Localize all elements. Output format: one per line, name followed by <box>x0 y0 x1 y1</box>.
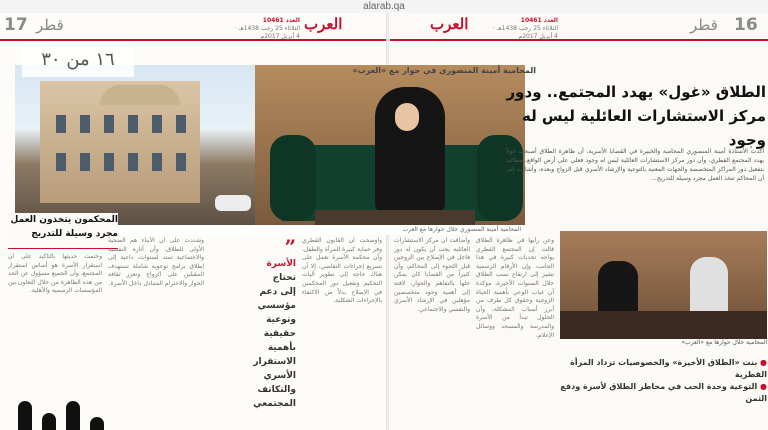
newspaper-spread <box>0 13 768 430</box>
building-illustration <box>40 81 200 203</box>
main-photo <box>15 65 525 225</box>
highlight-bullets: ● بنت «الطلاق الأخيرة» والخصوصيات تزداد المرأة القطرية ● التوعية وحدة الحب في مخاطر الطلاق لأسرة ودفع الثمن <box>560 358 767 403</box>
body-column-1: وختمت حديثها بالتأكيد على أن استقرار الأسرة هو أساس استقرار المجتمع، وأن الجميع مسؤول عن الحد من هذه الظاهرة من خلال التعاون بين المؤسسات الرسمية والأهلية. <box>8 253 102 295</box>
right-logo: العرب <box>430 15 469 33</box>
page-counter: ١٦ من ٣٠ <box>22 43 134 77</box>
secondary-photo <box>560 231 767 339</box>
body-column-5: وعن رأيها في ظاهرة الطلاق قالت إن المجتمع القطري يواجه تحديات كبيرة في هذا الجانب، وإن الأرقام الرسمية تشير إلى ارتفاع نسب الطلاق خلال السنوات الأخيرة، مؤكدة أن غياب الوعي بأهمية الحياة الزوجية وحقوق كل طرف من أبرز أسباب المشكلة، وأن الحلول تبدأ من الأسرة والمدرسة والمسجد ووسائل الإعلام. <box>476 237 554 339</box>
secondary-photo-caption: المحامية خلال حوارها مع «العرب» <box>681 339 767 346</box>
left-page-number: 17 <box>4 15 28 35</box>
body-column-2: وشددت على أن الأبناء هم الضحية الأولى للطلاق، وأن آثاره النفسية والاجتماعية تمتد لسنوات، داعية إلى إطلاق برامج توعوية شاملة تستهدف المقبلين على الزواج وتعزز ثقافة الحوار والاحترام المتبادل داخل الأسرة. <box>108 237 204 287</box>
side-headline-box: المحكمون يتخذون العمل مجرد وسيلة للتدريج <box>8 213 118 249</box>
family-silhouette-graphic <box>8 383 128 430</box>
right-section-label: قطر <box>690 16 718 34</box>
right-page-number: 16 <box>734 15 758 35</box>
right-issue-info: العدد 10461 الثلاثاء 25 رجب 1438هـ · 4 أبريل 2017م <box>492 17 558 40</box>
article-lead: أكدت الأستاذة أمينة المنصوري المحامية والخبيرة في القضايا الأسرية، أن ظاهرة الطلاق أصبحت غولاً يهدد المجتمع القطري، وأن دور مركز الاستشارات العائلية ليس له وجود فعلي على أرض الواقع، مطالبة بتفعيل دور المراكز المتخصصة والجهات المعنية بالتوعية والإرشاد الأسري قبل الزواج وبعده، وأشارت إلى أن المحاكم تتخذ العمل مجرد وسيلة للتدريج... <box>506 148 764 182</box>
left-section-label: قطر <box>36 16 64 34</box>
left-page-header <box>0 13 386 41</box>
photo-caption: المحامية أمينة المنصوري خلال حوارها مع العرب <box>15 225 525 235</box>
right-page-header <box>390 13 768 41</box>
article-kicker: المحامية أمينة المنصوري في حوار مع «العرب» <box>352 66 536 75</box>
pull-quote: ” الأسرة تحتاج إلى دعم مؤسسي وتوعية حقيقية بأهمية الاستقرار الأسري والتكاتف المجتمعي <box>253 235 296 409</box>
left-issue-info: العدد 10461 الثلاثاء 25 رجب 1438هـ · 4 أبريل 2017م <box>234 17 300 40</box>
left-logo: العرب <box>304 15 343 33</box>
car-shape <box>215 195 251 211</box>
body-column-4: وأضافت أن مركز الاستشارات العائلية يجب أن يكون له دور فاعل في الإصلاح بين الزوجين قبل اللجوء إلى المحاكم، وأن كثيراً من القضايا كان يمكن حلها بالتفاهم والحوار، لافتة إلى أهمية وجود متخصصين مؤهلين في الإرشاد الأسري والنفسي والاجتماعي. <box>394 237 470 313</box>
coffee-table <box>315 210 475 225</box>
body-column-3: وأوضحت أن القانون القطري وفر حماية كبيرة للمرأة والطفل، وأن محكمة الأسرة تعمل على تسريع إجراءات التقاضي، إلا أن هناك حاجة إلى تطوير آليات التحكيم وتفعيل دور المحكمين في الإصلاح بدلاً من الاكتفاء بالإجراءات الشكلية. <box>302 237 382 305</box>
site-url[interactable]: alarab.qa <box>0 0 768 13</box>
article-headline: الطلاق «غول» يهدد المجتمع.. ودور مركز الاستشارات العائلية ليس له وجود <box>506 83 766 149</box>
